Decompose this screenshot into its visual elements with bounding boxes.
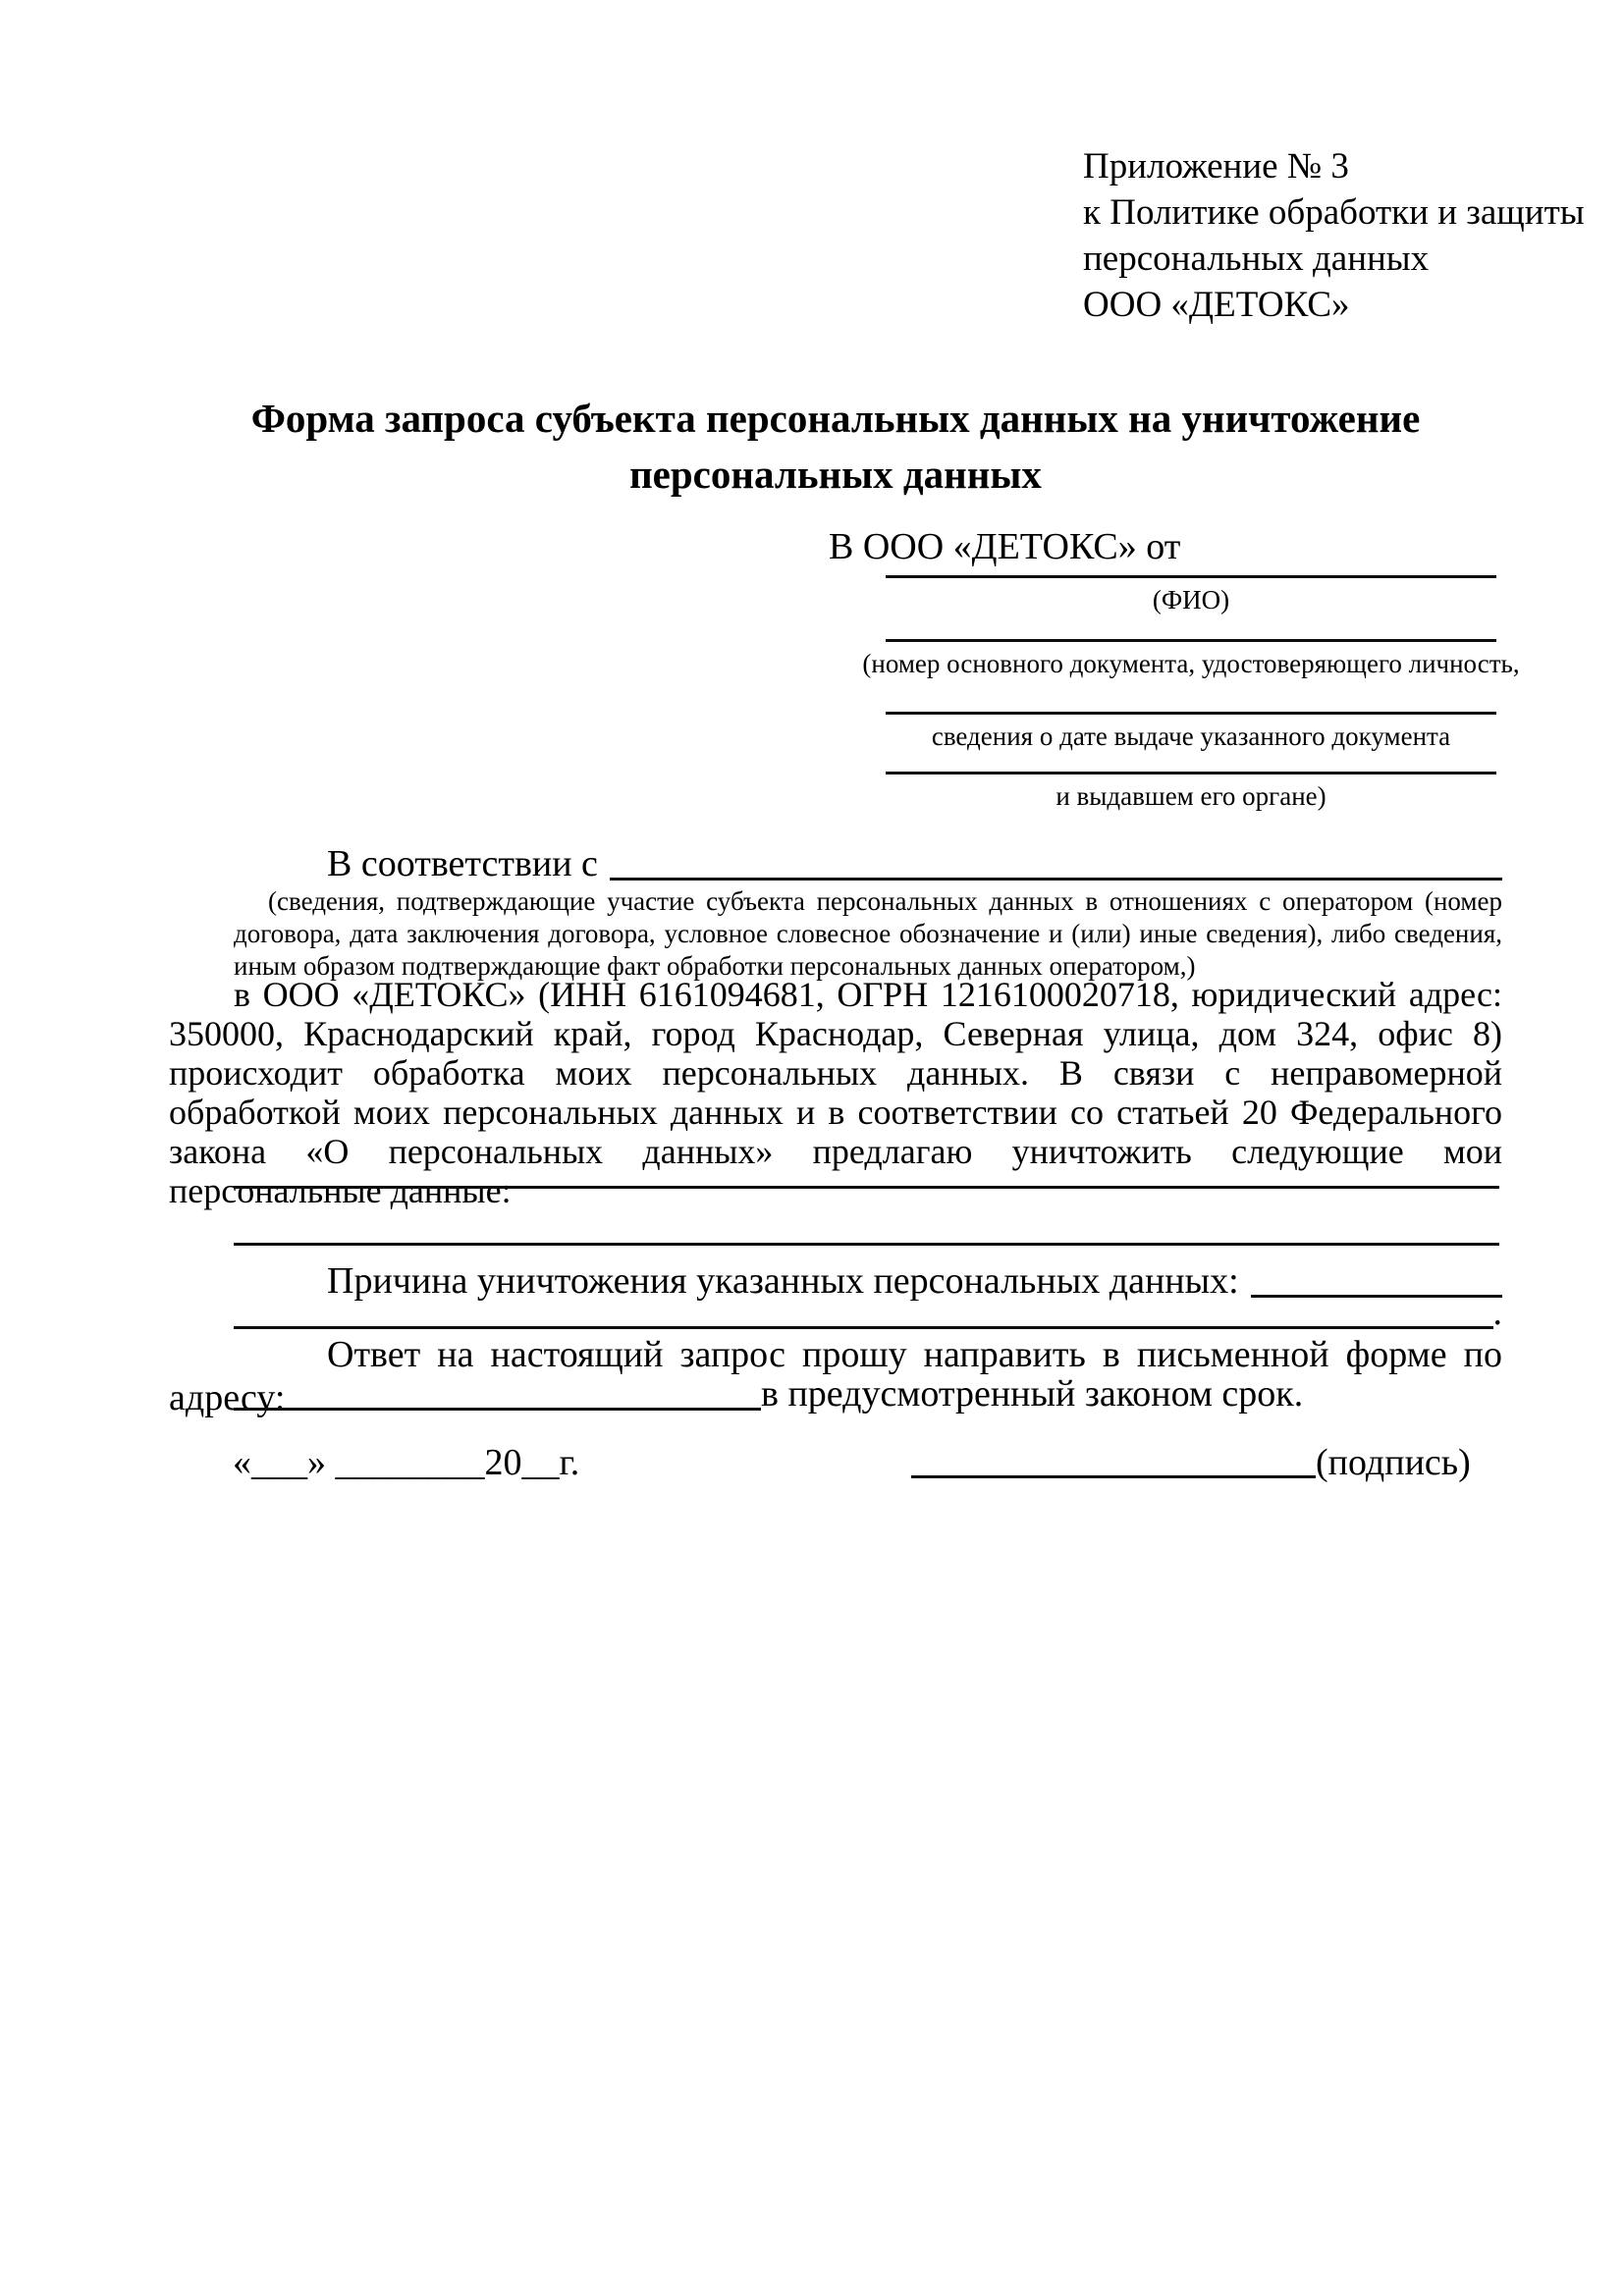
- document-number-field-line: [886, 639, 1496, 642]
- date-field: «___» ________20__г.: [233, 1442, 580, 1483]
- appendix-line: Приложение № 3: [1083, 146, 1349, 187]
- line-terminator: .: [1492, 1292, 1502, 1333]
- accordance-field-line: [610, 878, 1502, 881]
- appendix-reference: [1083, 143, 1585, 328]
- appendix-line: ООО «ДЕТОКС»: [1083, 285, 1350, 325]
- fio-caption: (ФИО): [1152, 585, 1230, 614]
- response-tail: в предусмотренный законом срок.: [761, 1373, 1304, 1415]
- response-request-line: Ответ на настоящий запрос прошу направить в письменной форме по адресу:: [169, 1334, 1502, 1418]
- issue-date-field-line: [886, 712, 1496, 715]
- signature-caption: (подпись): [1316, 1442, 1471, 1483]
- issue-date-caption: сведения о дате выдаче указанного документа: [931, 721, 1451, 751]
- fio-field-line: [886, 575, 1496, 578]
- document-title-line: персональных данных: [629, 452, 1042, 497]
- address-field-line: [234, 1408, 761, 1411]
- document-title-line: Форма запроса субъекта персональных данных на уничтожение: [250, 396, 1421, 441]
- personal-data-blank-line: [234, 1186, 1499, 1189]
- document-number-caption: (номер основного документа, удостоверяющего личность,: [862, 649, 1520, 678]
- recipient-line: В ООО «ДЕТОКС» от: [829, 526, 1181, 567]
- appendix-line: персональных данных: [1083, 239, 1430, 279]
- accordance-note: (сведения, подтверждающие участие субъекта персональных данных в отношениях с оператором (номер договора, дата заключения договора, условное словесное обозначение и (или) иные сведения), либо сведения, иным образом подтверждающие факт обработки персональных данных оператором,): [234, 886, 1502, 981]
- issuing-authority-caption: и выдавшем его органе): [1056, 781, 1326, 811]
- issuing-authority-field-line: [886, 772, 1496, 774]
- reason-label: Причина уничтожения указанных персональных данных:: [327, 1260, 1239, 1302]
- personal-data-blank-line: [234, 1243, 1499, 1246]
- accordance-line: [169, 842, 1502, 885]
- appendix-line: к Политике обработки и защиты: [1083, 192, 1585, 233]
- signature-field-line: [911, 1475, 1316, 1478]
- document-title: [169, 391, 1502, 503]
- reason-blank-underline: [234, 1326, 1493, 1329]
- accordance-prefix: В соответствии с: [327, 843, 598, 884]
- signature-block: [911, 1441, 1471, 1484]
- reason-blank-line: [234, 1291, 1502, 1334]
- main-paragraph: в ООО «ДЕТОКС» (ИНН 6161094681, ОГРН 1216100020718, юридический адрес: 350000, Краснодарский край, город Краснодар, Северная улица, дом 324, офис 8) происходит обработка моих персональных данных. В связи с неправомерной обработкой моих персональных данных и в соответствии со статьей 20 Федерального закона «О персональных данных» предлагаю уничтожить следующие мои персональные данные:: [169, 975, 1502, 1210]
- response-address-line: [234, 1372, 1502, 1415]
